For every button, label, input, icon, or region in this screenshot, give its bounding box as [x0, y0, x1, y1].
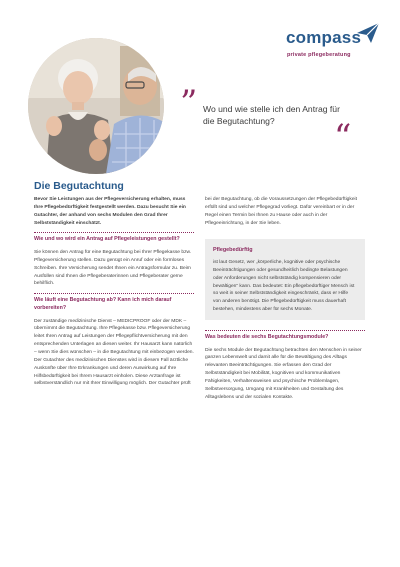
section-body-module: Die sechs Module der Begutachtung betrachten den Menschen in seiner ganzen Lebenswelt und damit alle für die Bewältigung des Alltags relevanten Beeinträchtigungen. Sie erfassen den Grad der Selbstständigkeit bei Mobilität, kognitiven und kommunikativen Fähigkeiten, Verhaltensweisen und psychische Problemlagen, Selbstversorgung, Umgang mit Krankheiten und Gestaltung des Alltagslebens und der sozialen Kontakte.	[205, 347, 362, 400]
paper-plane-icon	[356, 22, 380, 44]
section-body-ablauf: Der zuständige medizinische Dienst – MEDICPROOF oder der MDK – übernimmt die Begutachtung. Ihre Pflegekasse bzw. Pflegeversicherung leitet Ihren Antrag auf Leistungen der Pflegepflichtversicherung mit den entsprechenden Unterlagen an diesen weiter. Ihr Hausarzt kann natürlich – wenn Sie dies wünschen – in die Begutachtung mit einbezogen werden. Der Gutachter des medizinischen Dienstes wird in diesem Fall ärztliche Auskünfte über Ihre Erkrankungen und deren Auswirkung auf Ihre Hilfsbedürftigkeit bei Ihrem Hausarzt einholen. Diese Arztanfrage ist selbstverständlich nur mit Ihrer Einwilligung möglich. Der Gutachter prüft	[34, 318, 194, 387]
brand-tagline: private pflegeberatung	[287, 52, 351, 58]
section-heading-module: Was bedeuten die sechs Begutachtungsmodule?	[205, 330, 365, 342]
article-title: Die Begutachtung	[34, 180, 124, 192]
section-heading-ablauf: Wie läuft eine Begutachtung ab? Kann ich mich darauf vorbereiten?	[34, 293, 194, 312]
article-intro: Bevor Sie Leistungen aus der Pflegeversicherung erhalten, muss Ihre Pflegebedürftigkeit festgestellt werden. Dazu besucht Sie ein Gutachter, der anhand von sechs Modulen den Grad Ihrer Selbstständigkeit einschätzt.	[34, 197, 186, 226]
column-left	[34, 196, 194, 392]
info-box	[205, 239, 365, 320]
consultation-photo	[28, 38, 164, 174]
pull-quote: Wo und wie stelle ich den Antrag für die Begutachtung?	[203, 104, 340, 127]
quote-open-mark: ”	[180, 83, 198, 123]
section-heading-antrag: Wie und wo wird ein Antrag auf Pflegeleistungen gestellt?	[34, 232, 194, 244]
info-box-body: ist laut Gesetz, wer „körperliche, kognitive oder psychische Beeinträchtigungen oder gesundheitlich bedingte Belastungen oder Anforderungen nicht selbstständig kompensieren oder bewältigen“ kann. Das bedeutet: Ein pflegebedürftiger Mensch ist so weit in seiner Selbstständigkeit eingeschränkt, dass er Hilfe von anderen benötigt. Die Pflegebedürftigkeit muss dauerhaft bestehen, mindestens aber für sechs Monate.	[213, 260, 355, 313]
quote-close-mark: “	[334, 117, 352, 157]
section-body-continued: bei der Begutachtung, ob die Voraussetzungen der Pflegebedürftigkeit erfüllt sind und welcher Pflegegrad vorliegt. Dafür vereinbart er in der Regel einen Termin bei Ihnen zu Hause oder auch in der Pflegeeinrichtung, in der Sie leben.	[205, 197, 357, 226]
info-box-title: Pflegebedürftig	[213, 247, 253, 254]
section-body-antrag: Sie können den Antrag für eine Begutachtung bei Ihrer Pflegekasse bzw. Pflegeversicherung stellen. Dazu genügt ein Anruf oder ein formloses Schreiben. Ihre Versicherung sendet Ihnen ein Antragsformular zu. Beim Ausfüllen sind Ihnen die Pflegeberaterinnen und Pflegeberater gerne behilflich.	[34, 250, 192, 287]
column-right	[205, 196, 365, 406]
brand-name: compass	[286, 28, 362, 47]
brand-logo	[286, 22, 382, 66]
